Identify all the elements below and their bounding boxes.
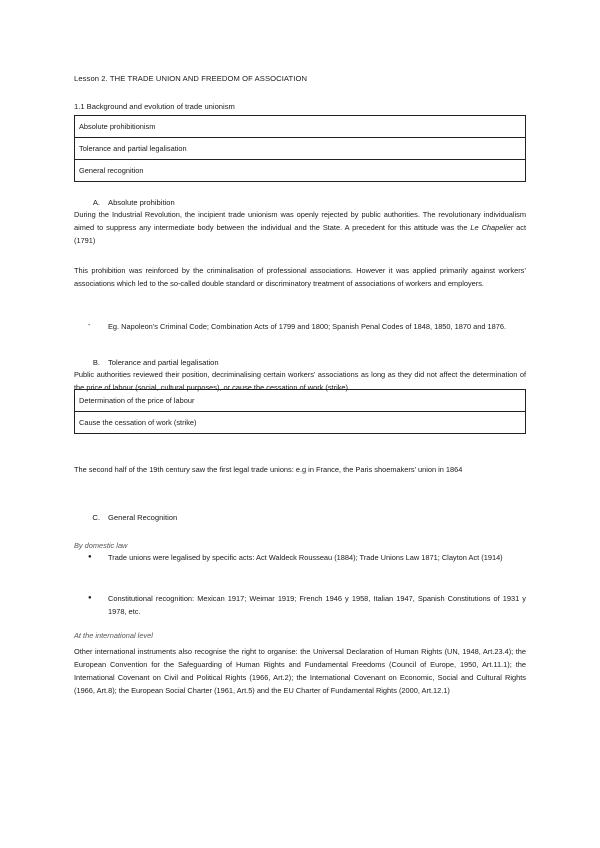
table-row [75,160,526,182]
stages-table [74,115,526,182]
table-row [75,390,526,412]
table-row [75,138,526,160]
section-heading-1-1: 1.1 Background and evolution of trade unionism [74,102,235,111]
dash-marker: - [88,320,91,329]
domestic-law-label: By domestic law [74,541,128,550]
bullet-icon: ● [88,554,92,560]
section-b-paragraph-2: The second half of the 19th century saw the first legal trade unions: e.g in France, the Paris shoemakers’ union in 1864 [74,465,463,474]
section-a-letter: A. [92,198,100,207]
international-paragraph: Other international instruments also recognise the right to organise: the Universal Declaration of Human Rights (UN, 1948, Art.23.4); the European Convention for the Safeguarding of Human Rights and Fundamental Freedoms (Council of Europe, 1950, Art.11.1); the International Covenant on Civil and Political Rights (1966, Art.2); the International Covenant on Economic, Social and Cultural Rights (1966, Art.8); the European Social Charter (1961, Art.5) and the EU Charter of Fundamental Rights (2000, Art.12.1) [74,647,526,695]
section-a-heading [74,198,175,207]
table-cell: Determination of the price of labour [75,390,526,412]
table-cell: Tolerance and partial legalisation [75,138,526,160]
para-text: During the Industrial Revolution, the incipient trade unionism was openly rejected by public authorities. The revolutionary individualism aimed to suppress any intermediate body between the individual and the State. A precedent for this attitude was the [74,210,526,232]
international-level-label: At the international level [74,631,153,640]
section-b-paragraph: Public authorities reviewed their position, decriminalising certain workers’ associations as long as they did not affect the determination of the price of labour (social, cultural purposes), or cause the cessation of work (strike) [74,370,526,392]
table-row [75,412,526,434]
table-row [75,116,526,138]
section-b-title: Tolerance and partial legalisation [108,358,219,367]
bullet-text: Trade unions were legalised by specific acts: Act Waldeck Rousseau (1884); Trade Unions Law 1871; Clayton Act (1914) [108,553,503,562]
section-c-letter: C. [92,513,100,522]
bullet-item [88,551,526,564]
dash-list-item [88,320,526,333]
para-text: act (1791) [74,223,526,245]
section-a-paragraph-2: This prohibition was reinforced by the criminalisation of professional associations. However it was applied primarily against workers’ associations which led to the so-called double standard or discriminatory treatment of associations of workers and employers. [74,266,526,288]
section-c-heading [74,513,177,522]
table-cell: Absolute prohibitionism [75,116,526,138]
section-b-heading [74,358,219,367]
section-b-letter: B. [92,358,100,367]
bullet-icon: ● [88,595,92,601]
lesson-title: Lesson 2. THE TRADE UNION AND FREEDOM OF ASSOCIATION [74,74,308,83]
bullet-text: Constitutional recognition: Mexican 1917; Weimar 1919; French 1946 y 1958, Italian 1947, Spanish Constitutions of 1931 y 1978, etc. [108,594,526,616]
section-a-title: Absolute prohibition [108,198,175,207]
bullet-item [88,592,526,618]
dash-item-text: Eg. Napoleon’s Criminal Code; Combination Acts of 1799 and 1800; Spanish Penal Codes of 1848, 1850, 1870 and 1876. [108,322,507,331]
act-name: Le Chapelier [470,223,514,232]
table-cell: Cause the cessation of work (strike) [75,412,526,434]
limits-table [74,389,526,434]
table-cell: General recognition [75,160,526,182]
section-a-paragraph-1 [74,208,526,247]
section-c-title: General Recognition [108,513,178,522]
